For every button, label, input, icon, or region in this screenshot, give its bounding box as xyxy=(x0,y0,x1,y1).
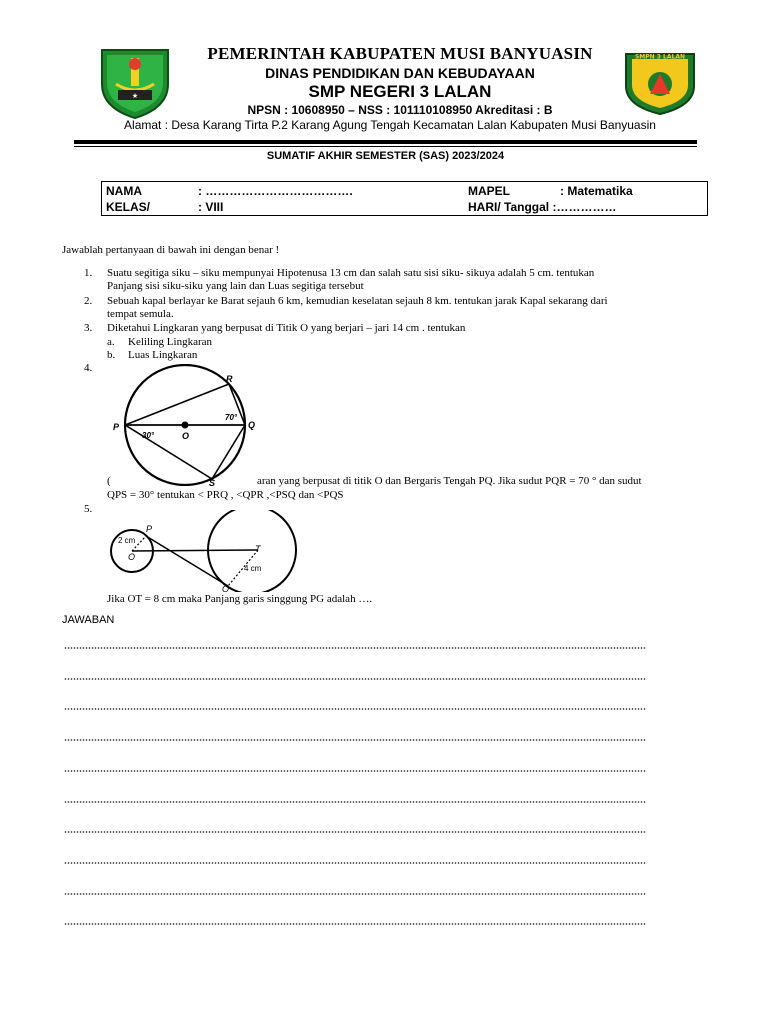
svg-text:★: ★ xyxy=(131,92,139,100)
answer-line[interactable] xyxy=(64,770,646,772)
fig4-label-p: P xyxy=(113,422,120,432)
fig5-label-p: P xyxy=(146,524,153,534)
answer-line[interactable] xyxy=(64,739,646,741)
fig4-label-r: R xyxy=(226,374,233,384)
school-ids: NPSN : 10608950 – NSS : 101110108950 Akreditasi : B xyxy=(247,103,553,117)
answer-line[interactable] xyxy=(64,801,646,803)
q1-line2: Panjang sisi siku-siku yang lain dan Luas segitiga tersebut xyxy=(107,280,364,292)
answer-heading: JAWABAN xyxy=(62,614,115,626)
kelas-label: KELAS/ xyxy=(106,200,151,214)
q3b-label: b. xyxy=(107,349,116,361)
answer-line[interactable] xyxy=(64,708,646,710)
header-rule-thick xyxy=(74,140,697,144)
q2-number: 2. xyxy=(84,295,93,307)
q4-number: 4. xyxy=(84,362,93,374)
answer-line[interactable] xyxy=(64,862,646,864)
q5-tangent-figure xyxy=(108,510,300,592)
fig4-label-o: O xyxy=(182,431,190,441)
fig4-label-q: Q xyxy=(248,420,256,430)
answer-line[interactable] xyxy=(64,923,646,925)
instruction: Jawablah pertanyaan di bawah ini dengan benar ! xyxy=(62,244,280,256)
school-address: Alamat : Desa Karang Tirta P.2 Karang Agung Tengah Kecamatan Lalan Kabupaten Musi Banyuasin xyxy=(124,118,656,132)
government-name: PEMERINTAH KABUPATEN MUSI BANYUASIN xyxy=(207,44,593,63)
hari-tanggal[interactable]: HARI/ Tanggal :…………… xyxy=(468,200,617,214)
q3-text: Diketahui Lingkaran yang berpusat di Titik O yang berjari – jari 14 cm . tentukan xyxy=(107,322,466,334)
fig5-label-q: Q xyxy=(222,584,230,592)
q4-line1: aran yang berpusat di titik O dan Bergaris Tengah PQ. Jika sudut PQR = 70 ° dan sudut xyxy=(257,475,642,487)
fig5-label-t: T xyxy=(255,544,261,554)
fig4-angle-p: 30° xyxy=(142,431,155,440)
fig5-radius-big: 4 cm xyxy=(244,564,262,573)
q3b-text: Luas Lingkaran xyxy=(128,349,198,361)
kelas-value: : VIII xyxy=(198,200,224,214)
mapel-value: : Matematika xyxy=(560,184,633,198)
answer-line[interactable] xyxy=(64,831,646,833)
q4-circle-figure xyxy=(108,364,268,486)
nama-value[interactable]: : ………………………………. xyxy=(198,184,353,198)
q5-number: 5. xyxy=(84,503,93,515)
q2-line1: Sebuah kapal berlayar ke Barat sejauh 6 km, kemudian keselatan sejauh 8 km. tentukan jarak Kapal sekarang dari xyxy=(107,295,608,307)
school-name: SMP NEGERI 3 LALAN xyxy=(308,82,492,101)
q5-text: Jika OT = 8 cm maka Panjang garis singgung PG adalah …. xyxy=(107,593,373,605)
answer-line[interactable] xyxy=(64,678,646,680)
q1-line1: Suatu segitiga siku – siku mempunyai Hipotenusa 13 cm dan salah satu sisi siku- sikuya adalah 5 cm. tentukan xyxy=(107,267,595,279)
q4-line2: QPS = 30° tentukan < PRQ , <QPR ,<PSQ dan <PQS xyxy=(107,489,344,501)
q2-text xyxy=(107,295,707,321)
q1-number: 1. xyxy=(84,267,93,279)
q2-line2: tempat semula. xyxy=(107,308,174,320)
department-name: DINAS PENDIDIKAN DAN KEBUDAYAAN xyxy=(265,65,535,81)
q4-lead: ( xyxy=(107,475,111,487)
fig5-radius-small: 2 cm xyxy=(118,536,136,545)
q3a-label: a. xyxy=(107,336,115,348)
q3-number: 3. xyxy=(84,322,93,334)
mapel-label: MAPEL xyxy=(468,184,510,198)
header-rule-thin xyxy=(74,146,697,147)
q1-text xyxy=(107,267,707,293)
q3a-text: Keliling Lingkaran xyxy=(128,336,213,348)
nama-label: NAMA xyxy=(106,184,142,198)
fig5-label-o: O xyxy=(128,552,136,562)
school-logo-text: SMPN 3 LALAN xyxy=(634,53,686,61)
exam-title: SUMATIF AKHIR SEMESTER (SAS) 2023/2024 xyxy=(266,150,505,162)
identity-box xyxy=(101,181,708,216)
answer-line[interactable] xyxy=(64,647,646,649)
fig4-angle-q: 70° xyxy=(225,413,238,422)
fig4-label-s: S xyxy=(209,478,216,486)
answer-line[interactable] xyxy=(64,893,646,895)
